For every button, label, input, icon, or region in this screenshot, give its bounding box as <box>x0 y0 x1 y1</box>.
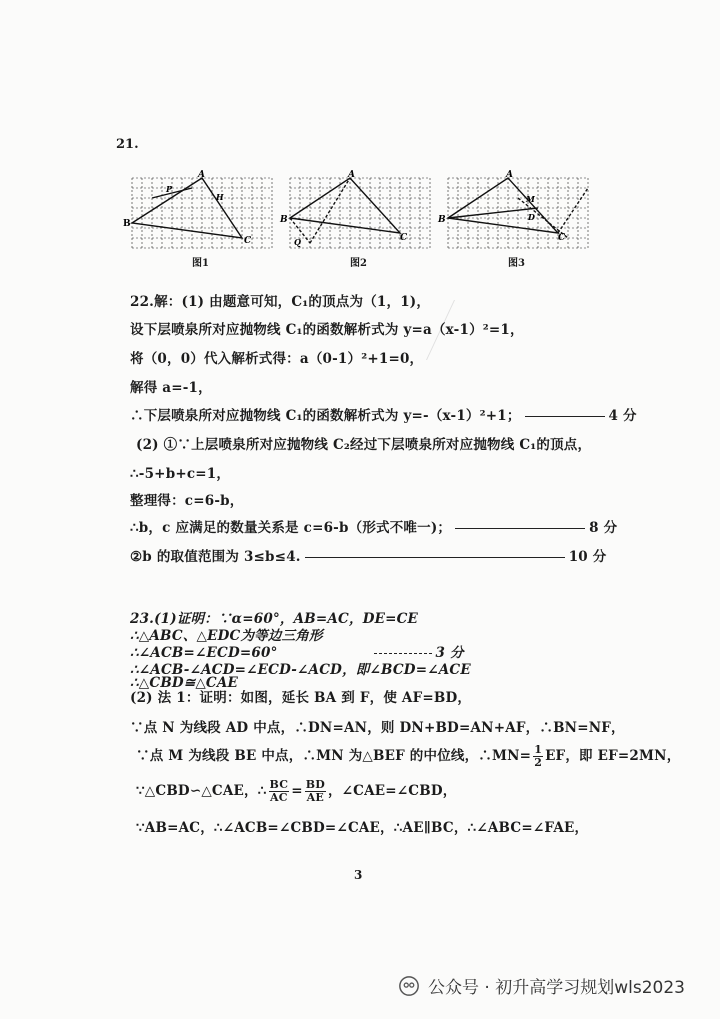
score-leader <box>374 653 432 654</box>
fraction-bd-ae <box>305 779 326 804</box>
figure-3 <box>436 170 596 250</box>
q22-line-8: 整理得：c=6-b， <box>130 493 244 509</box>
q22-line-10 <box>130 545 607 565</box>
q22-line-2: 设下层喷泉所对应抛物线 C₁的函数解析式为 y=a（x-1）²=1， <box>130 322 524 338</box>
q22-line-6: (2) ①∵上层喷泉所对应抛物线 C₂经过下层喷泉所对应抛物线 C₁的顶点， <box>136 437 592 453</box>
q23-line-8 <box>136 744 680 769</box>
q23-line-5: ∴△CBD≅△CAE <box>130 675 239 691</box>
q22-line-9 <box>130 516 617 536</box>
q22-score-8: 8 分 <box>589 520 618 536</box>
q22-line-1: 22.解：(1) 由题意可知，C₁的顶点为（1，1)， <box>130 294 431 310</box>
q22-score-10: 10 分 <box>568 549 607 565</box>
q23-line-2: ∴△ABC、△EDC为等边三角形 <box>130 628 323 644</box>
q22-line-5-text: ∴下层喷泉所对应抛物线 C₁的函数解析式为 y=-（x-1）²+1； <box>130 408 521 424</box>
q22-line-4: 解得 a=-1， <box>130 380 212 396</box>
q22-score-4: 4 分 <box>608 408 637 424</box>
fraction-denominator: AE <box>306 791 324 804</box>
score-leader <box>455 528 585 529</box>
fig1-point-A: A <box>198 170 205 180</box>
fraction-one-half <box>533 744 543 769</box>
fraction-numerator: BC <box>269 778 289 791</box>
fig3-point-C: C <box>558 233 566 243</box>
fig3-caption: 图3 <box>508 258 525 269</box>
fraction-denominator: 2 <box>534 756 543 769</box>
q23-line-4: ∴∠ACB-∠ACD=∠ECD-∠ACD，即∠BCD=∠ACE <box>130 662 471 678</box>
fig3-point-D: D <box>528 212 535 222</box>
q23-line-9 <box>136 779 456 804</box>
q23-score-3: 3 分 <box>435 645 464 661</box>
fraction-numerator: 1 <box>534 743 543 756</box>
fig1-point-C: C <box>244 236 252 246</box>
q22-line-7: ∴-5+b+c=1， <box>130 466 231 482</box>
score-leader <box>525 416 605 417</box>
fig3-point-M: M <box>526 194 535 204</box>
q23-line-8-text: ∵点 M 为线段 BE 中点，∴MN 为△BEF 的中位线，∴MN= <box>136 748 532 764</box>
q23-line-7: ∵点 N 为线段 AD 中点，∴DN=AN，则 DN+BD=AN+AF，∴BN=NF， <box>130 720 625 736</box>
fig2-point-C: C <box>400 233 408 243</box>
q23-line-6: (2) 法 1：证明：如图，延长 BA 到 F，使 AF=BD， <box>130 690 472 706</box>
fraction-denominator: AC <box>270 791 288 804</box>
fig3-point-A: A <box>506 170 513 180</box>
q23-line-3-text: ∴∠ACB=∠ECD=60° <box>130 645 278 661</box>
page-number: 3 <box>354 868 363 882</box>
wechat-icon <box>398 975 420 997</box>
fig3-point-B: B <box>438 215 446 225</box>
fraction-bc-ac <box>269 779 290 804</box>
q23-line-1: 23.(1)证明：∵α=60°，AB=AC，DE=CE <box>130 611 419 627</box>
fig2-point-B: B <box>280 215 288 225</box>
fraction-numerator: BD <box>305 778 325 791</box>
fig1-caption: 图1 <box>192 258 209 269</box>
q23-line-9-tail: ，∠CAE=∠CBD， <box>327 783 457 799</box>
figure-2 <box>278 170 438 250</box>
q23-line-8-tail: EF，即 EF=2MN， <box>545 748 681 764</box>
fig1-point-H: H <box>216 192 224 202</box>
watermark-text: 公众号 · 初升高学习规划wls2023 <box>428 978 685 998</box>
q23-line-10: ∵AB=AC，∴∠ACB=∠CBD=∠CAE，∴AE∥BC，∴∠ABC=∠FAE， <box>136 820 589 836</box>
q22-line-10-text: ②b 的取值范围为 3≤b≤4. <box>130 549 301 565</box>
q22-line-9-text: ∴b，c 应满足的数量关系是 c=6-b（形式不唯一)； <box>130 520 452 536</box>
q21-label: 21. <box>116 137 139 152</box>
fig2-caption: 图2 <box>350 258 367 269</box>
watermark <box>398 973 685 998</box>
fig2-point-Q: Q <box>294 237 301 247</box>
fig1-point-P: P <box>166 184 173 194</box>
fig1-point-B: B <box>123 219 131 229</box>
equals-sign: = <box>291 783 303 799</box>
fig2-point-A: A <box>348 170 355 180</box>
figure-1 <box>120 170 280 250</box>
q22-line-3: 将（0，0）代入解析式得：a（0-1）²+1=0， <box>130 351 424 367</box>
score-leader <box>305 557 565 558</box>
q23-line-9-text: ∵△CBD∽△CAE，∴ <box>136 783 267 799</box>
q22-line-5 <box>130 404 637 424</box>
